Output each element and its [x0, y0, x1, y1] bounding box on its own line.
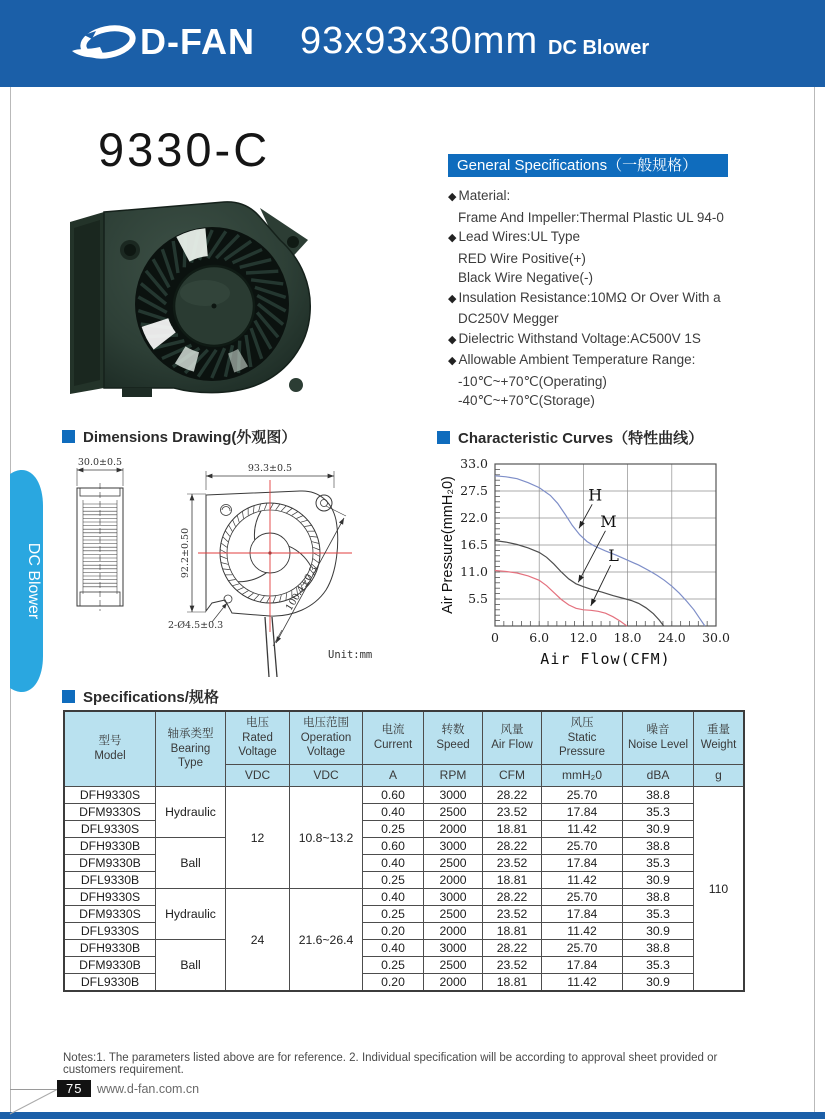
- cell-pressure: 25.70: [542, 787, 623, 804]
- column-header: 转数 Speed: [424, 711, 483, 765]
- unit-header: dBA: [623, 765, 694, 787]
- y-tick-label: 11.0: [460, 564, 488, 579]
- spec-table: [63, 710, 745, 992]
- spec-item: Frame And Impeller:Thermal Plastic UL 94-0: [458, 209, 724, 225]
- y-tick-label: 27.5: [460, 483, 488, 498]
- footer-bar: [0, 1112, 825, 1119]
- cell-speed: 2500: [424, 855, 483, 872]
- dimensions-drawing: [60, 450, 440, 687]
- column-header: 轴承类型 Bearing Type: [156, 711, 226, 787]
- column-header: 电压范围 Operation Voltage: [290, 711, 363, 765]
- curve-label-L: L: [608, 546, 619, 566]
- cell-speed: 3000: [424, 838, 483, 855]
- page-number: 75: [57, 1080, 91, 1097]
- y-axis-label: Air Pressure(mmH₂0): [440, 476, 456, 614]
- curve-L: [495, 571, 627, 627]
- column-header: 电压 Rated Voltage: [226, 711, 290, 765]
- y-tick-label: 22.0: [460, 510, 488, 525]
- cell-current: 0.25: [363, 957, 424, 974]
- unit-header: VDC: [290, 765, 363, 787]
- cell-speed: 3000: [424, 787, 483, 804]
- curve-label-M: M: [600, 511, 617, 531]
- cell-noise: 35.3: [623, 804, 694, 821]
- section-title: Specifications/规格: [83, 689, 219, 706]
- cell-speed: 2000: [424, 974, 483, 992]
- cell-model: DFL9330B: [64, 872, 156, 889]
- spec-item: ◆ Insulation Resistance:10MΩ Or Over With a: [448, 289, 721, 305]
- section-bullet-icon: [62, 690, 75, 703]
- cell-noise: 38.8: [623, 940, 694, 957]
- cell-airflow: 18.81: [483, 821, 542, 838]
- column-header: 电流 Current: [363, 711, 424, 765]
- cell-noise: 35.3: [623, 855, 694, 872]
- section-header-dimensions: [62, 426, 296, 447]
- dim-front-width: 93.3±0.5: [247, 463, 293, 474]
- cell-speed: 2000: [424, 872, 483, 889]
- cell-noise: 30.9: [623, 821, 694, 838]
- unit-header: CFM: [483, 765, 542, 787]
- cell-speed: 3000: [424, 889, 483, 906]
- cell-speed: 2000: [424, 821, 483, 838]
- cell-model: DFM9330B: [64, 855, 156, 872]
- spec-item: RED Wire Positive(+): [458, 250, 586, 266]
- website: www.d-fan.com.cn: [97, 1082, 200, 1096]
- dim-diagonal: 100.4±0.3: [283, 564, 320, 613]
- cell-airflow: 18.81: [483, 923, 542, 940]
- cell-speed: 2000: [424, 923, 483, 940]
- spec-item: ◆ Material:: [448, 188, 511, 203]
- cell-pressure: 11.42: [542, 923, 623, 940]
- cell-airflow: 23.52: [483, 804, 542, 821]
- section-header-specifications: [62, 686, 219, 707]
- cell-model: DFH9330B: [64, 838, 156, 855]
- unit-header: VDC: [226, 765, 290, 787]
- spec-item: ◆ Lead Wires:UL Type: [448, 229, 581, 244]
- x-tick-label: 24.0: [657, 630, 686, 645]
- column-header: 型号 Model: [64, 711, 156, 787]
- cell-current: 0.25: [363, 906, 424, 923]
- lead-wire: [265, 617, 269, 677]
- model-title: 9330-C: [98, 123, 271, 176]
- brand-name: D-FAN: [140, 21, 255, 62]
- cell-current: 0.40: [363, 804, 424, 821]
- y-tick-label: 33.0: [460, 456, 488, 471]
- section-bullet-icon: [62, 430, 75, 443]
- spec-item: ◆ Dielectric Withstand Voltage:AC500V 1S: [448, 330, 701, 346]
- cell-pressure: 11.42: [542, 974, 623, 992]
- product-category: DC Blower: [548, 37, 650, 59]
- cell-noise: 30.9: [623, 974, 694, 992]
- cell-pressure: 17.84: [542, 855, 623, 872]
- cell-pressure: 25.70: [542, 940, 623, 957]
- table-header-row: [64, 711, 744, 765]
- table-row: [64, 787, 744, 804]
- column-header: 重量 Weight: [694, 711, 745, 765]
- cell-model: DFL9330S: [64, 821, 156, 838]
- cell-bearing: Hydraulic: [156, 787, 226, 838]
- cell-current: 0.40: [363, 889, 424, 906]
- column-header: 风压 Static Pressure: [542, 711, 623, 765]
- spec-table-wrap: [63, 710, 745, 992]
- general-specs-title: General Specifications（一般规格）: [448, 154, 728, 177]
- cell-airflow: 18.81: [483, 872, 542, 889]
- column-header: 风量 Air Flow: [483, 711, 542, 765]
- cell-current: 0.20: [363, 974, 424, 992]
- unit-label: Unit:mm: [328, 649, 373, 661]
- section-bullet-icon: [437, 431, 450, 444]
- section-title: Characteristic Curves（特性曲线）: [458, 430, 704, 447]
- side-tab: [10, 448, 50, 714]
- cell-noise: 38.8: [623, 889, 694, 906]
- lead-wire: [272, 617, 277, 677]
- cell-airflow: 23.52: [483, 906, 542, 923]
- cell-pressure: 11.42: [542, 872, 623, 889]
- cell-pressure: 17.84: [542, 957, 623, 974]
- spec-item: -40℃~+70℃(Storage): [458, 393, 595, 408]
- cell-model: DFH9330S: [64, 787, 156, 804]
- cell-pressure: 11.42: [542, 821, 623, 838]
- cell-noise: 35.3: [623, 957, 694, 974]
- cell-pressure: 17.84: [542, 906, 623, 923]
- corner-decoration: [8, 1080, 64, 1116]
- notes: Notes:1. The parameters listed above are for reference. 2. Individual specification will be according to approval sheet provided or customers requirement.: [63, 1052, 718, 1076]
- cell-speed: 2500: [424, 957, 483, 974]
- cell-current: 0.25: [363, 872, 424, 889]
- page-title: 93x93x30mm: [300, 20, 539, 62]
- fan-swoosh-icon: [70, 17, 138, 67]
- section-title: Dimensions Drawing(外观图）: [83, 429, 297, 446]
- cell-current: 0.20: [363, 923, 424, 940]
- table-row: [64, 940, 744, 957]
- cell-noise: 35.3: [623, 906, 694, 923]
- cell-airflow: 28.22: [483, 787, 542, 804]
- cell-speed: 2500: [424, 804, 483, 821]
- cell-noise: 30.9: [623, 923, 694, 940]
- unit-header: A: [363, 765, 424, 787]
- spec-item: Black Wire Negative(-): [458, 270, 594, 285]
- x-tick-label: 18.0: [613, 630, 642, 645]
- x-axis-label: Air Flow(CFM): [540, 650, 671, 668]
- header-bar: [0, 0, 825, 87]
- cell-current: 0.60: [363, 838, 424, 855]
- cell-bearing: Hydraulic: [156, 889, 226, 940]
- curves-chart: [438, 448, 825, 687]
- cell-noise: 38.8: [623, 838, 694, 855]
- general-specs-section: [448, 154, 744, 411]
- cell-current: 0.25: [363, 821, 424, 838]
- cell-bearing: Ball: [156, 838, 226, 889]
- footer-rule: [10, 1089, 57, 1090]
- cell-voltage-range: 10.8~13.2: [290, 787, 363, 889]
- curve-label-H: H: [588, 485, 603, 505]
- unit-header: RPM: [424, 765, 483, 787]
- cell-model: DFH9330S: [64, 889, 156, 906]
- cell-model: DFL9330B: [64, 974, 156, 992]
- unit-header: g: [694, 765, 745, 787]
- cell-airflow: 23.52: [483, 957, 542, 974]
- cell-pressure: 25.70: [542, 838, 623, 855]
- cell-voltage: 12: [226, 787, 290, 889]
- side-tab-label: DC Blower: [25, 542, 42, 620]
- cell-pressure: 17.84: [542, 804, 623, 821]
- cell-airflow: 28.22: [483, 889, 542, 906]
- cell-airflow: 18.81: [483, 974, 542, 992]
- spec-item: -10℃~+70℃(Operating): [458, 373, 607, 389]
- dim-side-width: 30.0±0.5: [77, 457, 123, 468]
- cell-weight: 110: [694, 787, 745, 992]
- x-tick-label: 12.0: [569, 630, 598, 645]
- spec-item: ◆ Allowable Ambient Temperature Range:: [448, 352, 696, 367]
- section-header-curves: [437, 427, 703, 448]
- table-row: [64, 838, 744, 855]
- x-tick-label: 30.0: [702, 630, 730, 645]
- table-row: [64, 889, 744, 906]
- cell-model: DFL9330S: [64, 923, 156, 940]
- cell-noise: 30.9: [623, 872, 694, 889]
- cell-current: 0.40: [363, 855, 424, 872]
- unit-header: mmH₂0: [542, 765, 623, 787]
- cell-current: 0.40: [363, 940, 424, 957]
- dim-mounting-holes: 2-Ø4.5±0.3: [168, 620, 224, 631]
- curve-M: [495, 541, 664, 626]
- cell-airflow: 23.52: [483, 855, 542, 872]
- brand-logo: [70, 17, 255, 67]
- cell-voltage-range: 21.6~26.4: [290, 889, 363, 992]
- cell-speed: 2500: [424, 906, 483, 923]
- cell-speed: 3000: [424, 940, 483, 957]
- cell-model: DFM9330B: [64, 957, 156, 974]
- y-tick-label: 16.5: [460, 537, 488, 552]
- spec-item: DC250V Megger: [458, 311, 559, 326]
- product-photo: [64, 182, 318, 412]
- cell-voltage: 24: [226, 889, 290, 992]
- y-tick-label: 5.5: [468, 591, 488, 606]
- cell-model: DFH9330B: [64, 940, 156, 957]
- x-tick-label: 6.0: [529, 630, 550, 645]
- cell-airflow: 28.22: [483, 940, 542, 957]
- cell-model: DFM9330S: [64, 804, 156, 821]
- cell-noise: 38.8: [623, 787, 694, 804]
- dim-front-height: 92.2±0.50: [180, 527, 191, 579]
- cell-model: DFM9330S: [64, 906, 156, 923]
- cell-airflow: 28.22: [483, 838, 542, 855]
- x-tick-label: 0: [491, 630, 499, 645]
- column-header: 噪音 Noise Level: [623, 711, 694, 765]
- spec-list: [448, 186, 744, 411]
- cell-current: 0.60: [363, 787, 424, 804]
- cell-bearing: Ball: [156, 940, 226, 992]
- cell-pressure: 25.70: [542, 889, 623, 906]
